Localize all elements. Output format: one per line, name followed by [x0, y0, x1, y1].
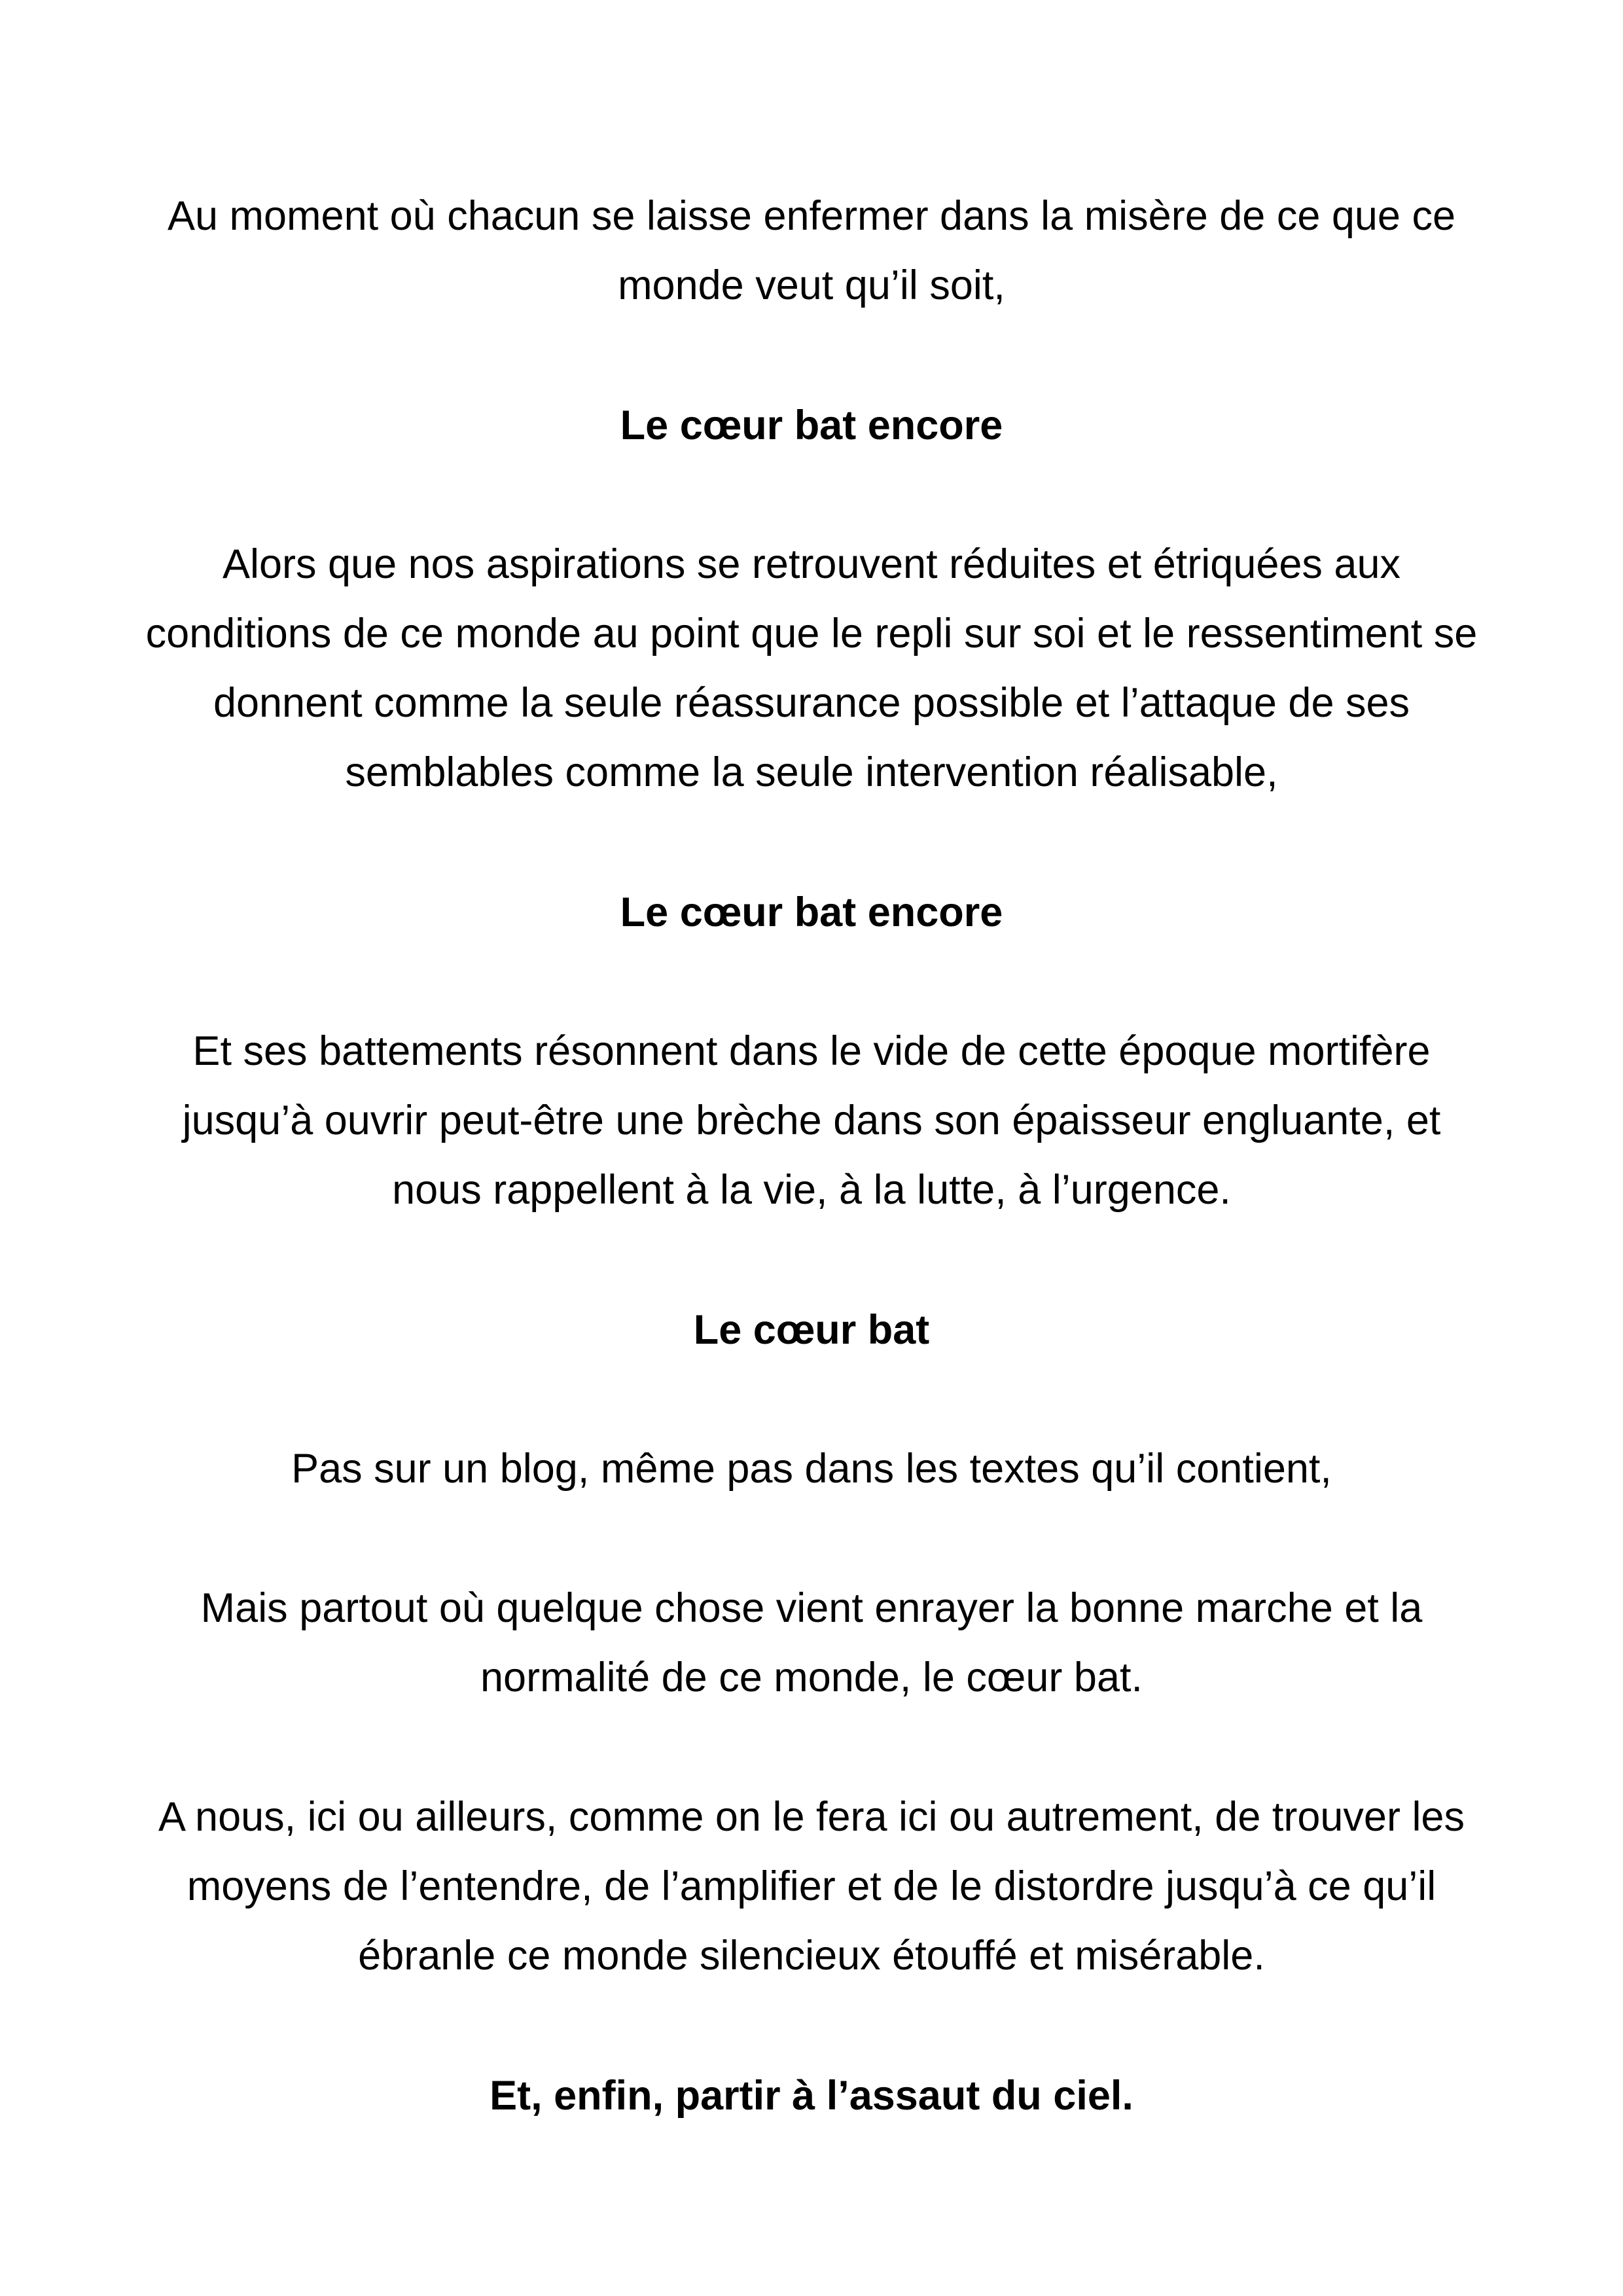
closing-line	[39, 2061, 1584, 2130]
refrain-heading	[39, 878, 1584, 947]
paragraph-partout	[39, 1573, 1584, 1712]
paragraph-blog	[39, 1434, 1584, 1503]
text-line: Et ses battements résonnent dans le vide de cette époque mortifère	[192, 1028, 1431, 1074]
text-line: conditions de ce monde au point que le repli sur soi et le ressentiment se	[145, 611, 1478, 656]
paragraph-a-nous	[39, 1782, 1584, 1990]
text-line: semblables comme la seule intervention réalisable,	[345, 749, 1278, 795]
text-line: donnent comme la seule réassurance possible et l’attaque de ses	[213, 680, 1410, 726]
refrain-text: Le cœur bat encore	[620, 889, 1003, 935]
text-line: moyens de l’entendre, de l’amplifier et de le distordre jusqu’à ce qu’il	[187, 1863, 1436, 1909]
text-line: jusqu’à ouvrir peut-être une brèche dans son épaisseur engluante, et	[182, 1098, 1441, 1143]
paragraph-battements	[39, 1016, 1584, 1225]
text-line: ébranle ce monde silencieux étouffé et misérable.	[358, 1933, 1265, 1979]
text-line: Alors que nos aspirations se retrouvent réduites et étriquées aux	[222, 541, 1401, 587]
refrain-heading	[39, 391, 1584, 460]
text-line: Mais partout où quelque chose vient enrayer la bonne marche et la	[200, 1585, 1423, 1631]
text-line: Au moment où chacun se laisse enfermer dans la misère de ce que ce	[167, 193, 1456, 239]
text-line: normalité de ce monde, le cœur bat.	[480, 1655, 1143, 1700]
paragraph-opening	[39, 181, 1584, 320]
refrain-text: Le cœur bat encore	[620, 403, 1003, 448]
closing-text: Et, enfin, partir à l’assaut du ciel.	[490, 2073, 1133, 2119]
text-line: Pas sur un blog, même pas dans les textes qu’il contient,	[291, 1446, 1332, 1492]
paragraph-aspirations	[39, 529, 1584, 807]
text-line: A nous, ici ou ailleurs, comme on le fera ici ou autrement, de trouver les	[158, 1794, 1465, 1840]
refrain-heading	[39, 1295, 1584, 1365]
text-line: monde veut qu’il soit,	[618, 262, 1005, 308]
refrain-text: Le cœur bat	[693, 1307, 930, 1353]
text-line: nous rappellent à la vie, à la lutte, à l’urgence.	[392, 1167, 1231, 1213]
